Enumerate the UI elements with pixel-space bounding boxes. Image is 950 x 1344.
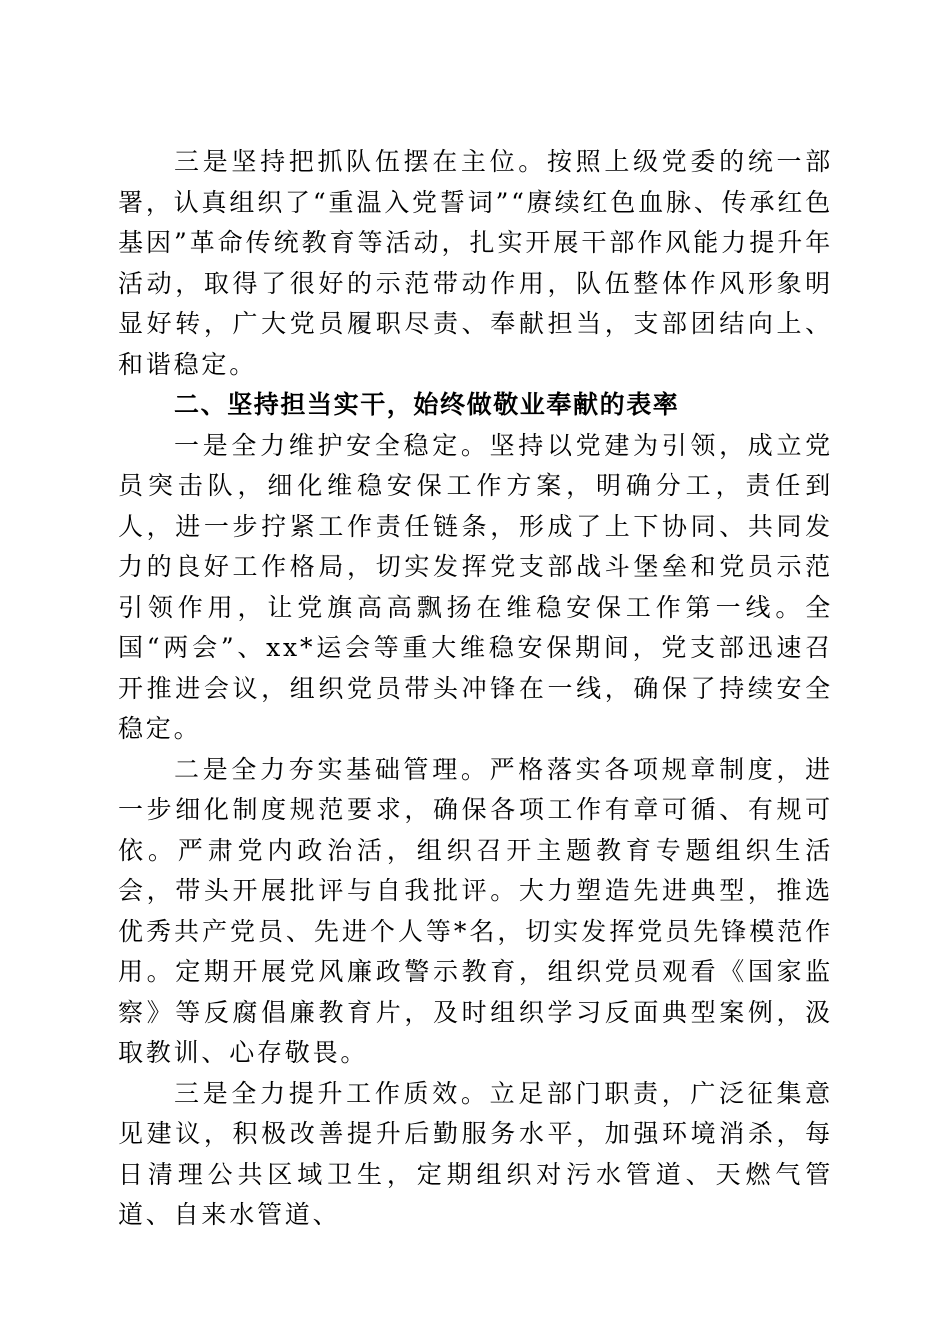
paragraph-work-quality [118, 1074, 833, 1236]
paragraph-text: 严格落实各项规章制度，进一步细化制度规范要求，确保各项工作有章可循、有规可依。严肃党内政治活，组织召开主题教育专题组织生活会，带头开展批评与自我批评。大力塑造先进典型，推选优秀共产党员、先进个人等*名，切实发挥党员先锋模范作用。定期开展党风廉政警示教育，组织党员观看《国家监察》等反腐倡廉教育片，及时组织学习反面典型案例，汲取教训、心存敬畏。 [118, 754, 833, 1067]
paragraph-lead: 二是全力夯实基础管理。 [174, 754, 490, 784]
paragraph-security-stability [118, 426, 833, 750]
paragraph-text: 立足部门职责，广泛征集意见建议，积极改善提升后勤服务水平，加强环境消杀，每日清理公共区域卫生，定期组织对污水管道、天燃气管道、自来水管道、 [118, 1078, 833, 1229]
paragraph-text: 坚持以党建为引领，成立党员突击队，细化维稳安保工作方案，明确分工，责任到人，进一步拧紧工作责任链条，形成了上下协同、共同发力的良好工作格局，切实发挥党支部战斗堡垒和党员示范引领作用，让党旗高高飘扬在维稳安保工作第一线。全国“两会”、xx*运会等重大维稳安保期间，党支部迅速召开推进会议，组织党员带头冲锋在一线，确保了持续安全稳定。 [118, 430, 833, 743]
paragraph-lead: 三是全力提升工作质效。 [174, 1078, 490, 1108]
document-body [118, 142, 833, 1236]
section-heading: 二、坚持担当实干，始终做敬业奉献的表率 [174, 390, 680, 419]
paragraph-basic-management [118, 750, 833, 1074]
paragraph-lead: 三是坚持把抓队伍摆在主位。 [174, 147, 547, 176]
paragraph-lead: 一是全力维护安全稳定。 [174, 430, 490, 460]
paragraph-team-building [118, 142, 833, 385]
paragraph-text: 按照上级党委的统一部署，认真组织了“重温入党誓词”“赓续红色血脉、传承红色基因”革命传统教育等活动，扎实开展干部作风能力提升年活动，取得了很好的示范带动作用，队伍整体作风形象明显好转，广大党员履职尽责、奉献担当，支部团结向上、和谐稳定。 [118, 147, 833, 379]
